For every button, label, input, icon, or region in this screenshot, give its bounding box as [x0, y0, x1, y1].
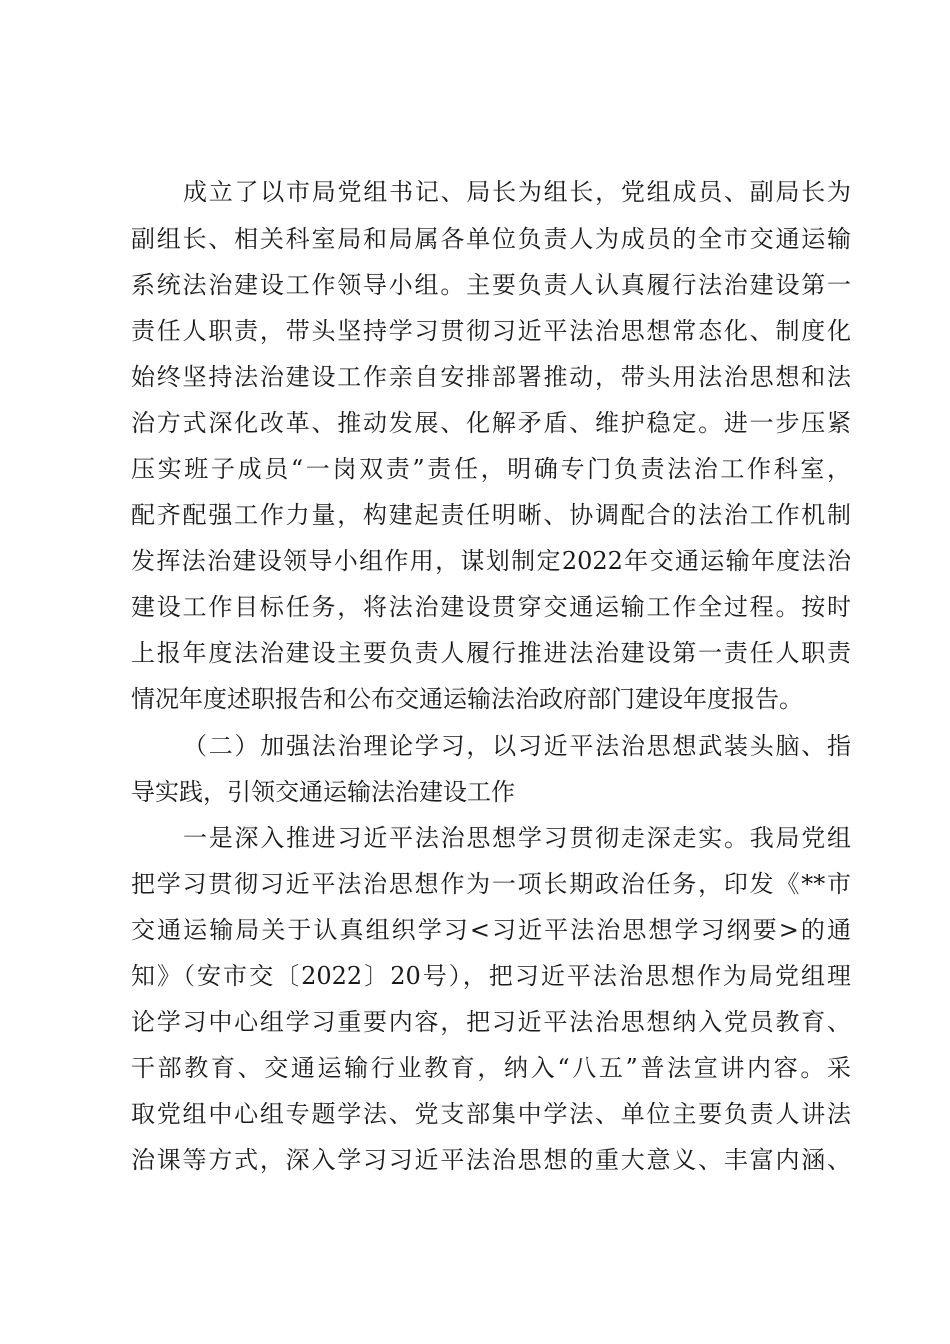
text-line: 治方式深化改革、推动发展、化解矛盾、维护稳定。进一步压紧	[131, 409, 851, 437]
text-line: 压实班子成员“一岗双责”责任，明确专门负责法治工作科室，	[131, 455, 851, 483]
text-line: 系统法治建设工作领导小组。主要负责人认真履行法治建设第一	[131, 271, 851, 299]
text-line: 上报年度法治建设主要负责人履行推进法治建设第一责任人职责	[131, 639, 851, 667]
text-line: 治课等方式，深入学习习近平法治思想的重大意义、丰富内涵、	[131, 1146, 851, 1174]
text-line: 一是深入推进习近平法治思想学习贯彻走深走实。我局党组	[183, 824, 851, 852]
text-line: 交通运输局关于认真组织学习<习近平法治思想学习纲要>的通	[131, 916, 851, 944]
text-line: 成立了以市局党组书记、局长为组长，党组成员、副局长为	[183, 178, 851, 206]
heading-line: （二）加强法治理论学习，以习近平法治思想武装头脑、指	[183, 732, 851, 760]
text-line: 知》（安市交〔2022〕20号），把习近平法治思想作为局党组理	[131, 962, 851, 990]
text-line: 建设工作目标任务，将法治建设贯穿交通运输工作全过程。按时	[131, 593, 851, 621]
text-line: 发挥法治建设领导小组作用，谋划制定2022年交通运输年度法治	[131, 547, 851, 575]
text-line: 干部教育、交通运输行业教育，纳入“八五”普法宣讲内容。采	[131, 1054, 851, 1082]
text-line: 副组长、相关科室局和局属各单位负责人为成员的全市交通运输	[131, 225, 851, 253]
text-line: 情况年度述职报告和公布交通运输法治政府部门建设年度报告。	[131, 685, 803, 713]
text-line: 取党组中心组专题学法、党支部集中学法、单位主要负责人讲法	[131, 1100, 851, 1128]
text-line: 论学习中心组学习重要内容，把习近平法治思想纳入党员教育、	[131, 1008, 851, 1036]
text-line: 配齐配强工作力量，构建起责任明晰、协调配合的法治工作机制	[131, 501, 851, 529]
text-line: 始终坚持法治建设工作亲自安排部署推动，带头用法治思想和法	[131, 363, 851, 391]
text-line: 责任人职责，带头坚持学习贯彻习近平法治思想常态化、制度化	[131, 317, 851, 345]
heading-line: 导实践，引领交通运输法治建设工作	[131, 778, 515, 806]
text-line: 把学习贯彻习近平法治思想作为一项长期政治任务，印发《**市	[131, 870, 851, 898]
